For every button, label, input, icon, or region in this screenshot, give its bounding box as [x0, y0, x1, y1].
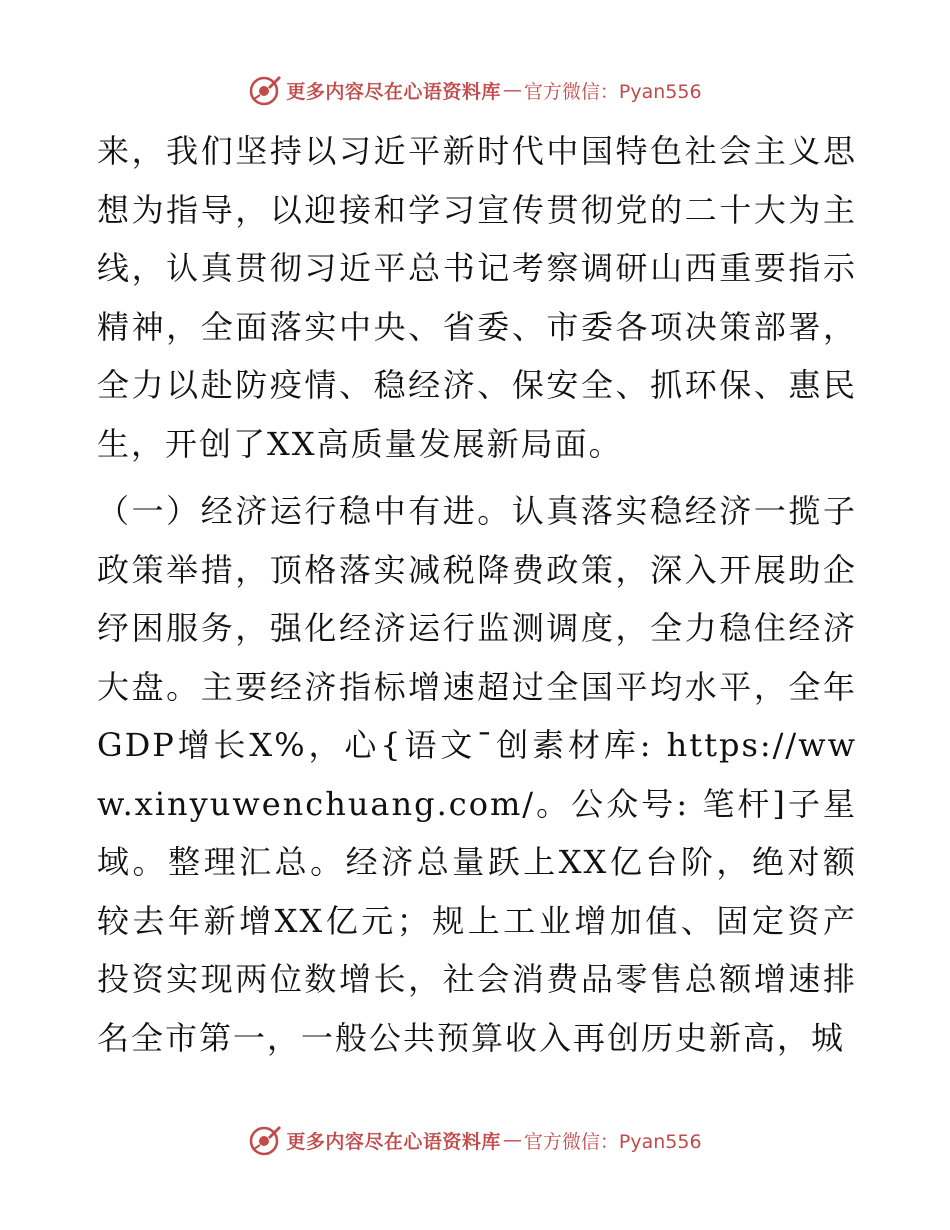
banner-wechat-text: 官方微信：Pyan556	[523, 80, 702, 103]
paragraph-2: （一）经济运行稳中有进。认真落实稳经济一揽子政策举措，顶格落实减税降费政策，深入开展助企纾困服务，强化经济运行监测调度，全力稳住经济大盘。主要经济指标增速超过全国平均水平，全年GDP增长X%，心{语文¯创素材库: https://www.xinyuwenchuang.com/。公众号: 笔杆]子星域。整理汇总。经济总量跃上XX亿台阶，绝对额较去年新增XX亿元；规上工业增加值、固定资产投资实现两位数增长，社会消费品零售总额增速排名全市第一，一般公共预算收入再创历史新高，城	[97, 492, 857, 1057]
pen-logo-icon	[248, 1123, 282, 1157]
paragraph-1: 来，我们坚持以习近平新时代中国特色社会主义思想为指导，以迎接和学习宣传贯彻党的二十大为主线，认真贯彻习近平总书记考察调研山西重要指示精神，全面落实中央、省委、市委各项决策部署，全力以赴防疫情、稳经济、保安全、抓环保、惠民生，开创了XX高质量发展新局面。	[97, 132, 857, 463]
header-banner	[0, 70, 950, 110]
banner-dash: —	[502, 1129, 522, 1151]
document-body	[97, 122, 857, 1067]
footer-banner	[0, 1120, 950, 1160]
banner-main-text: 更多内容尽在心语资料库	[286, 80, 501, 103]
banner-wechat-text: 官方微信：Pyan556	[523, 1130, 702, 1153]
pen-logo-icon	[248, 73, 282, 107]
banner-dash: —	[502, 79, 522, 101]
banner-main-text: 更多内容尽在心语资料库	[286, 1130, 501, 1153]
